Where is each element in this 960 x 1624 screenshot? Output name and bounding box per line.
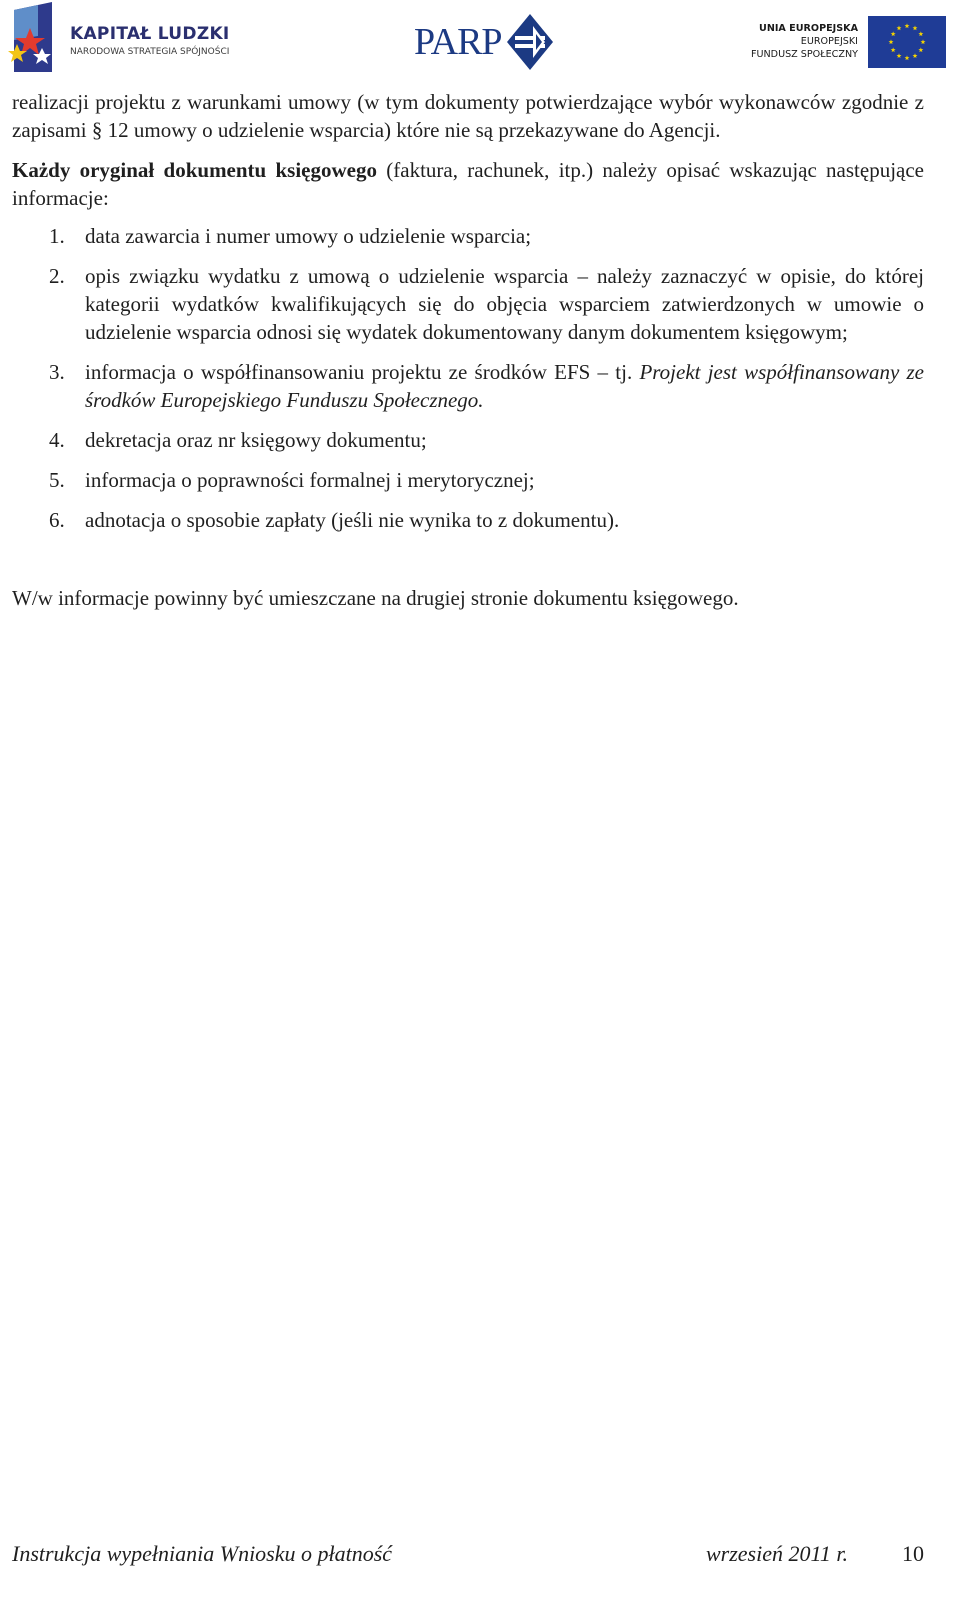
parp-diamond-icon bbox=[507, 14, 553, 70]
lead-rest-text: (faktura, rachunek, itp.) należy opisać wskazując następujące informacje: bbox=[12, 158, 925, 210]
list-item-text: informacja o współfinansowaniu projektu ze środków EFS – tj. bbox=[85, 360, 640, 384]
list-item bbox=[12, 358, 924, 414]
requirements-list bbox=[12, 222, 924, 534]
document-body bbox=[12, 88, 924, 612]
list-item-number: 3. bbox=[49, 360, 65, 384]
list-item-number: 5. bbox=[49, 468, 65, 492]
page-footer bbox=[12, 1538, 924, 1570]
kapital-ludzki-emblem-icon bbox=[8, 2, 66, 72]
eu-line-union: UNIA EUROPEJSKA bbox=[759, 23, 858, 34]
parp-title: PARP bbox=[414, 21, 502, 63]
list-item-italic-text: Projekt jest współfinansowany ze środków Europejskiego Funduszu Społecznego. bbox=[85, 360, 925, 412]
list-item-text: data zawarcia i numer umowy o udzielenie wsparcia; bbox=[85, 224, 532, 248]
list-item-number: 2. bbox=[49, 264, 65, 288]
list-item-number: 1. bbox=[49, 224, 65, 248]
page-number: 10 bbox=[902, 1541, 924, 1566]
kapital-ludzki-subtitle: NARODOWA STRATEGIA SPÓJNOŚCI bbox=[70, 47, 230, 57]
list-item bbox=[12, 506, 924, 534]
footer-document-title: Instrukcja wypełniania Wniosku o płatność bbox=[12, 1541, 393, 1566]
footer-date: wrzesień 2011 r. bbox=[706, 1541, 848, 1566]
list-item bbox=[12, 222, 924, 250]
eu-line-social-fund: FUNDUSZ SPOŁECZNY bbox=[750, 49, 858, 60]
eu-logo bbox=[726, 16, 952, 72]
eu-logo-text bbox=[726, 22, 858, 61]
list-item-text: informacja o poprawności formalnej i merytorycznej; bbox=[85, 468, 535, 492]
list-item bbox=[12, 426, 924, 454]
eu-flag-icon bbox=[868, 16, 946, 68]
note-paragraph: W/w informacje powinny być umieszczane na drugiej stronie dokumentu księgowego. bbox=[12, 586, 739, 610]
page-header bbox=[0, 0, 960, 80]
eu-line-european: EUROPEJSKI bbox=[800, 36, 858, 47]
list-item-text: adnotacja o sposobie zapłaty (jeśli nie wynika to z dokumentu). bbox=[85, 508, 620, 532]
kapital-ludzki-title: KAPITAŁ LUDZKI bbox=[70, 24, 230, 44]
list-item bbox=[12, 466, 924, 494]
list-item bbox=[12, 262, 924, 346]
list-item-number: 6. bbox=[49, 508, 65, 532]
list-item-text: opis związku wydatku z umową o udzielenie wsparcia – należy zaznaczyć w opisie, do której kategorii wydatków kwalifikujących się do objęcia wsparciem zatwierdzonych w umowie o udzielenie wsparcia odnosi się wydatek dokumentowany danym dokumentem księgowym; bbox=[85, 264, 924, 344]
lead-paragraph bbox=[12, 156, 924, 212]
lead-bold-text: Każdy oryginał dokumentu księgowego bbox=[12, 158, 377, 182]
intro-paragraph: realizacji projektu z warunkami umowy (w tym dokumenty potwierdzające wybór wykonawców zgodnie z zapisami § 12 umowy o udzielenie wsparcia) które nie są przekazywane do Agencji. bbox=[12, 90, 924, 142]
kapital-ludzki-logo bbox=[8, 2, 248, 72]
list-item-text: dekretacja oraz nr księgowy dokumentu; bbox=[85, 428, 427, 452]
parp-logo bbox=[414, 14, 574, 72]
list-item-number: 4. bbox=[49, 428, 65, 452]
